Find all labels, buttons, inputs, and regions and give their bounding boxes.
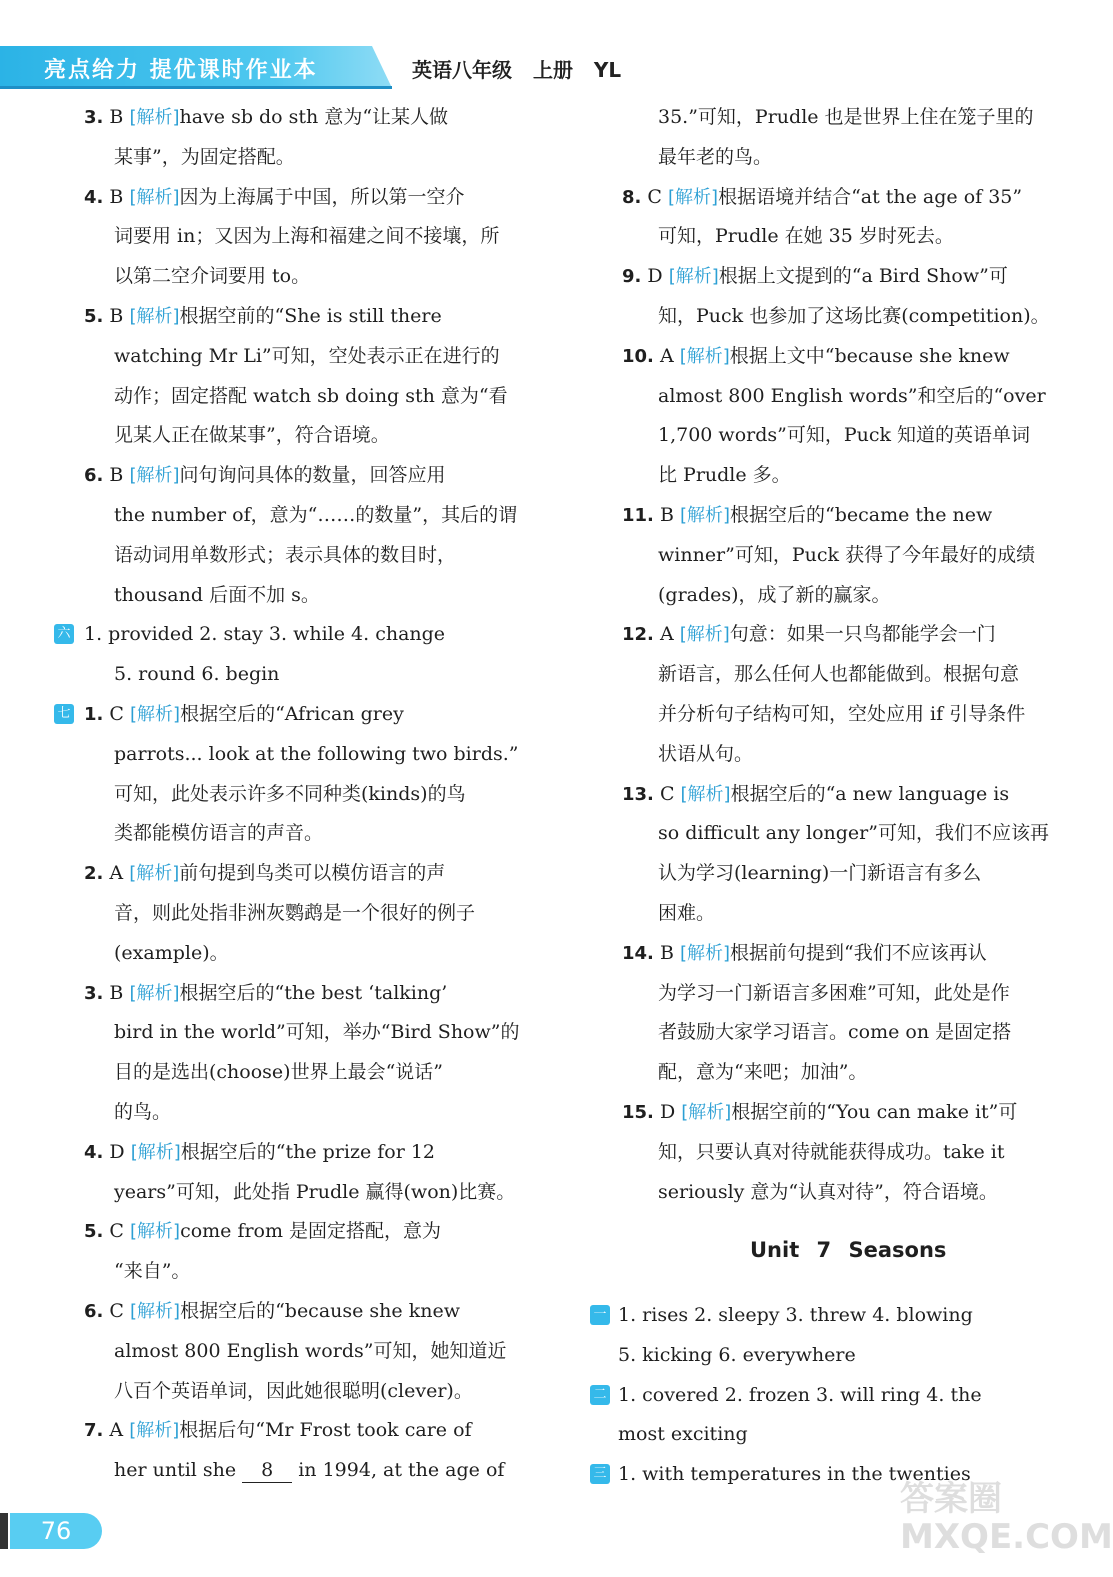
answer-text: 词要用 in；又因为上海和福建之间不接壤，所 [114, 225, 500, 248]
item-answer: A [659, 623, 674, 646]
answer-line [658, 814, 1049, 854]
item-answer: C [109, 703, 124, 725]
item-number: 11. [622, 505, 654, 526]
item-answer: B [109, 981, 124, 1004]
item-number: 9. [622, 266, 642, 288]
answer-line [114, 775, 466, 815]
answer-line [618, 1336, 856, 1376]
analysis-text: 根据空后的“the best ‘talking’ [179, 981, 448, 1004]
answer-line [658, 1133, 1004, 1173]
analysis-tag: [解析] [130, 1141, 181, 1163]
analysis-text: 根据空后的“became the new [730, 504, 993, 526]
answer-line [84, 1411, 472, 1451]
header-rule [0, 86, 392, 89]
answer-text: 最年老的鸟。 [658, 145, 773, 168]
item-number: 5. [84, 1221, 104, 1243]
analysis-tag: [解析] [129, 982, 180, 1004]
answer-text: 配，意为“来吧；加油”。 [658, 1061, 868, 1084]
answer-text: the number of，意为“……的数量”，其后的谓 [114, 504, 518, 526]
answer-text: so difficult any longer”可知，我们不应该再 [658, 822, 1049, 845]
answer-line [114, 894, 475, 934]
analysis-tag: [解析] [129, 186, 180, 208]
answer-line [658, 894, 715, 934]
item-answer: D [109, 1140, 125, 1163]
answer-text: 知，只要认真对待就能获得成功。take it [658, 1140, 1005, 1163]
answer-line [114, 1372, 473, 1412]
answer-text: 语动词用单数形式；表示具体的数目时， [114, 543, 457, 566]
answer-text: 为学习一门新语言多困难”可知，此处是作 [658, 981, 1010, 1004]
item-number: 12. [622, 624, 654, 646]
answer-text: 5. kicking 6. everywhere [618, 1343, 856, 1366]
analysis-text: 前句提到鸟类可以模仿语言的声 [179, 862, 446, 885]
answer-text: 35.”可知，Prudle 也是世界上住在笼子里的 [658, 106, 1034, 128]
section-marker: 六 [54, 624, 74, 644]
analysis-tag: [解析] [129, 107, 180, 128]
answer-line [114, 138, 295, 178]
answer-line [114, 655, 279, 695]
analysis-text: 根据上文提到的“a Bird Show”可 [718, 265, 1008, 288]
answer-line [658, 217, 954, 257]
answer-line [114, 496, 517, 536]
answer-line [622, 257, 1008, 297]
answer-text: years”可知，此处指 Prudle 赢得(won)比赛。 [114, 1180, 516, 1203]
item-answer: C [109, 1220, 124, 1243]
item-number: 4. [84, 186, 104, 208]
answer-text: 目的是选出(choose)世界上最会“说话” [114, 1061, 444, 1084]
item-answer: C [659, 782, 675, 805]
answer-text: in 1994, at the age of [298, 1459, 505, 1482]
answer-line [658, 377, 1046, 417]
answer-text: 比 Prudle 多。 [658, 464, 791, 487]
answer-line [658, 138, 772, 178]
answer-line [658, 456, 791, 496]
answer-line [114, 576, 320, 616]
analysis-text: 问句询问具体的数量，回答应用 [179, 464, 446, 487]
answer-line [618, 1296, 973, 1336]
item-number: 4. [84, 1141, 104, 1163]
analysis-text: 根据后句“Mr Frost took care of [179, 1419, 472, 1442]
answer-text: almost 800 English words”可知，她知道近 [114, 1339, 507, 1362]
answer-text: her until she [114, 1459, 237, 1482]
item-answer: B [109, 106, 124, 128]
answer-line [622, 337, 1010, 377]
answer-line [84, 1292, 460, 1332]
answer-text: 1. provided 2. stay 3. while 4. change [84, 623, 446, 646]
analysis-tag: [解析] [679, 624, 730, 646]
answer-text: thousand 后面不加 s。 [114, 583, 320, 606]
answer-line [114, 257, 310, 297]
answer-text: almost 800 English words”和空后的“over [658, 384, 1046, 407]
analysis-tag: [解析] [680, 783, 731, 805]
answer-text: 1. covered 2. frozen 3. will ring 4. the [618, 1383, 982, 1406]
answer-text: 八百个英语单词，因此她很聪明(clever)。 [114, 1379, 473, 1402]
answer-line [622, 775, 1009, 815]
answer-text: 以第二空介词要用 to。 [114, 265, 311, 288]
answer-text: 知，Puck 也参加了这场比赛(competition)。 [658, 305, 1050, 327]
answer-text: 新语言，那么任何人也都能做到。根据句意 [658, 663, 1020, 686]
answer-line [84, 854, 445, 894]
item-answer: B [109, 464, 124, 487]
answer-line [658, 1173, 998, 1213]
item-answer: A [109, 1419, 124, 1442]
answer-text: 的鸟。 [114, 1101, 172, 1123]
analysis-tag: [解析] [679, 505, 730, 526]
analysis-tag: [解析] [130, 1301, 181, 1322]
answer-text: 可知，此处表示许多不同种类(kinds)的鸟 [114, 782, 466, 805]
answer-line [618, 1376, 982, 1416]
analysis-text: 因为上海属于中国，所以第一空介 [179, 185, 465, 208]
analysis-text: 根据空前的“She is still there [179, 305, 442, 327]
item-number: 1. [84, 704, 104, 725]
item-answer: B [109, 185, 124, 208]
answer-text: 1. rises 2. sleepy 3. threw 4. blowing [618, 1304, 973, 1326]
analysis-tag: [解析] [679, 345, 730, 367]
item-number: 6. [84, 465, 104, 487]
answer-line [84, 98, 448, 138]
analysis-text: 句意：如果一只鸟都能学会一门 [729, 623, 996, 646]
answer-text: 1. with temperatures in the twenties [618, 1463, 971, 1486]
answer-text: seriously 意为“认真对待”，符合语境。 [658, 1180, 998, 1203]
item-number: 15. [622, 1102, 654, 1123]
item-number: 8. [622, 186, 642, 208]
answer-text: 困难。 [658, 902, 716, 924]
page-number: 76 [10, 1513, 102, 1549]
answer-text: 1,700 words”可知，Puck 知道的英语单词 [658, 424, 1031, 447]
analysis-text: 根据空前的“You can make it”可 [731, 1101, 1018, 1123]
analysis-text: 根据语境并结合“at the age of 35” [718, 185, 1023, 208]
analysis-text: 根据空后的“African grey [180, 703, 404, 725]
item-number: 10. [622, 345, 654, 367]
answer-text: 动作；固定搭配 watch sb doing sth 意为“看 [114, 384, 508, 407]
analysis-tag: [解析] [668, 186, 719, 208]
answer-text: “来自”。 [114, 1260, 191, 1283]
answer-text: winner”可知，Puck 获得了今年最好的成绩 [658, 543, 1036, 566]
answer-line [622, 934, 987, 974]
answer-line [114, 377, 508, 417]
section-marker: 三 [590, 1464, 610, 1484]
answer-line [658, 695, 1025, 735]
answer-line [114, 416, 390, 456]
answer-line [84, 297, 442, 337]
answer-line [114, 1053, 443, 1093]
answer-text: 状语从句。 [658, 742, 754, 765]
answer-line [84, 615, 445, 655]
item-answer: B [109, 305, 124, 327]
analysis-text: 根据空后的“because she knew [180, 1300, 460, 1322]
item-answer: C [647, 185, 662, 208]
answer-line [658, 974, 1010, 1014]
item-number: 5. [84, 306, 104, 327]
answer-text: most exciting [618, 1423, 748, 1446]
answer-line [114, 1332, 506, 1372]
answer-line [114, 337, 500, 377]
item-number: 14. [622, 942, 654, 964]
analysis-tag: [解析] [668, 266, 719, 288]
analysis-text: 根据上文中“because she knew [729, 344, 1010, 367]
answer-text: 认为学习(learning)一门新语言有多么 [658, 862, 982, 885]
item-number: 3. [84, 107, 104, 128]
answer-line [658, 1053, 867, 1093]
analysis-tag: [解析] [681, 1102, 732, 1123]
answer-line [658, 536, 1035, 576]
answer-line [114, 536, 456, 576]
page-edge [0, 1513, 8, 1549]
answer-text: (grades)，成了新的赢家。 [658, 583, 891, 606]
answer-line [114, 934, 229, 974]
answer-line [84, 178, 465, 218]
item-answer: A [109, 862, 124, 885]
answer-line [618, 1415, 748, 1455]
answer-text: parrots... look at the following two birds.” [114, 742, 519, 765]
answer-line [622, 615, 996, 655]
analysis-tag: [解析] [679, 942, 730, 964]
answer-text: 并分析句子结构可知，空处应用 if 引导条件 [658, 703, 1026, 725]
analysis-tag: [解析] [130, 704, 181, 725]
section-marker: 二 [590, 1385, 610, 1405]
item-answer: D [647, 265, 663, 288]
answer-line [658, 576, 891, 616]
item-answer: C [109, 1300, 124, 1322]
answer-text: 类都能模仿语言的声音。 [114, 822, 324, 845]
answer-line [658, 416, 1030, 456]
section-marker: 七 [54, 704, 74, 724]
analysis-text: 根据空后的“a new language is [730, 782, 1010, 805]
answer-line [114, 1173, 515, 1213]
answer-line [658, 655, 1019, 695]
answer-line [658, 1013, 1011, 1053]
item-answer: A [659, 344, 674, 367]
answer-line [114, 1252, 190, 1292]
unit-title: Unit 7 Seasons [750, 1238, 947, 1262]
answer-text: 者鼓励大家学习语言。come on 是固定搭 [658, 1021, 1012, 1044]
answer-line [84, 1133, 435, 1173]
watermark: 答案圈 MXQE.COM [900, 1479, 1113, 1557]
answer-text: 音，则此处指非洲灰鹦鹉是一个很好的例子 [114, 902, 476, 924]
answer-line [622, 496, 992, 536]
answer-line [114, 1093, 171, 1133]
answer-text: watching Mr Li”可知，空处表示正在进行的 [114, 344, 500, 367]
item-answer: D [659, 1101, 676, 1123]
answer-line [84, 1212, 441, 1252]
answer-line [658, 735, 753, 775]
answer-line [114, 1451, 504, 1491]
analysis-tag: [解析] [129, 465, 180, 487]
item-number: 6. [84, 1301, 104, 1322]
series-title: 亮点给力 提优课时作业本 [44, 58, 318, 83]
item-number: 7. [84, 1420, 104, 1442]
answer-text: 5. round 6. begin [114, 663, 280, 686]
analysis-text: have sb do sth 意为“让某人做 [179, 106, 449, 128]
analysis-tag: [解析] [130, 1221, 181, 1243]
analysis-tag: [解析] [129, 1420, 180, 1442]
item-number: 2. [84, 863, 104, 885]
answer-line [658, 297, 1050, 337]
analysis-text: 根据空后的“the prize for 12 [180, 1140, 436, 1163]
analysis-text: come from 是固定搭配，意为 [180, 1220, 442, 1243]
answer-text: 某事”，为固定搭配。 [114, 145, 295, 168]
answer-line [658, 854, 981, 894]
item-number: 13. [622, 783, 654, 805]
answer-line [114, 735, 519, 775]
answer-line [114, 1013, 519, 1053]
answer-text: (example)。 [114, 941, 229, 964]
blank-number: 8 [242, 1458, 292, 1483]
answer-line [658, 98, 1034, 138]
analysis-text: 根据前句提到“我们不应该再认 [730, 941, 987, 964]
item-answer: B [659, 504, 674, 526]
answer-line [622, 1093, 1017, 1133]
answer-line [114, 814, 323, 854]
answer-line [84, 695, 404, 735]
answer-line [84, 974, 447, 1014]
answer-line [622, 178, 1022, 218]
item-answer: B [659, 941, 674, 964]
answer-text: 可知，Prudle 在她 35 岁时死去。 [658, 225, 954, 248]
book-title: 英语八年级 上册 YL [412, 58, 622, 82]
analysis-tag: [解析] [129, 863, 180, 885]
answer-text: bird in the world”可知，举办“Bird Show”的 [114, 1021, 520, 1044]
item-number: 3. [84, 982, 104, 1004]
section-marker: 一 [590, 1305, 610, 1325]
analysis-tag: [解析] [129, 306, 180, 327]
answer-line [114, 217, 499, 257]
answer-text: 见某人正在做某事”，符合语境。 [114, 424, 390, 447]
answer-line [84, 456, 446, 496]
